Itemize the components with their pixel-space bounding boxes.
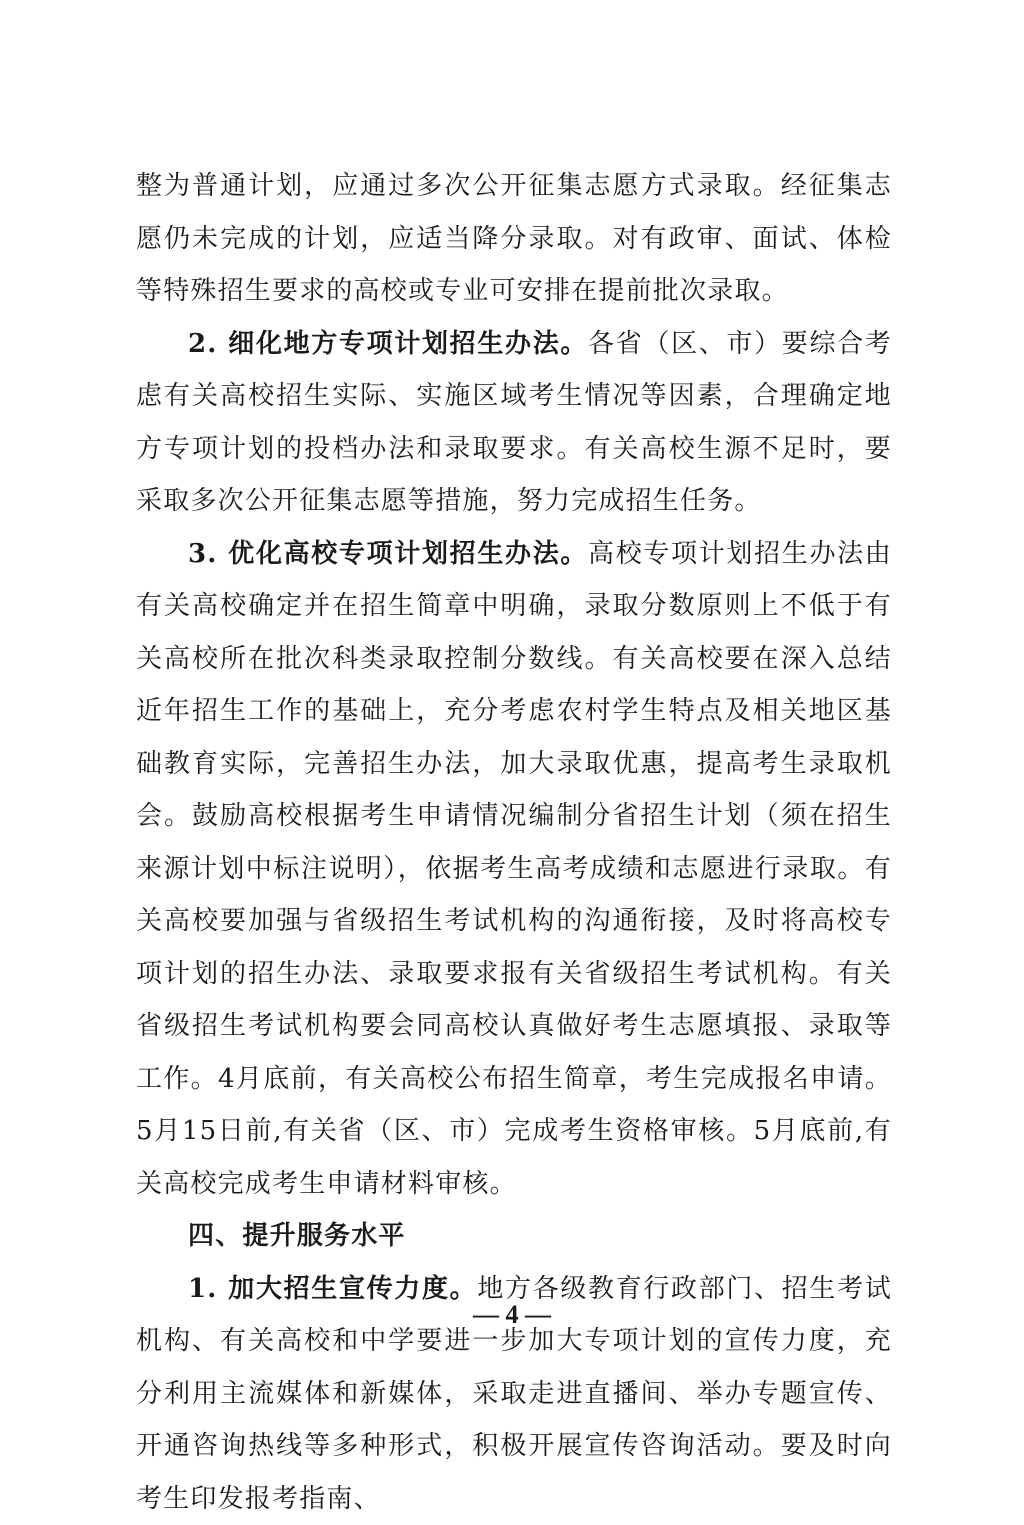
paragraph-local-special-plan <box>136 318 892 528</box>
section-heading: 四、提升服务水平 <box>136 1210 892 1263</box>
paragraph-lead: 2. 细化地方专项计划招生办法。 <box>188 329 588 359</box>
paragraph-text: 整为普通计划，应通过多次公开征集志愿方式录取。经征集志愿仍未完成的计划，应适当降分录取。对有政审、面试、体检等特殊招生要求的高校或专业可安排在提前批次录取。 <box>136 171 892 306</box>
paragraph-text: 高校专项计划招生办法由有关高校确定并在招生简章中明确，录取分数原则上不低于有关高校所在批次科类录取控制分数线。有关高校要在深入总结近年招生工作的基础上，充分考虑农村学生特点及相关地区基础教育实际，完善招生办法，加大录取优惠，提高考生录取机会。鼓励高校根据考生申请情况编制分省招生计划（须在招生来源计划中标注说明），依据考生高考成绩和志愿进行录取。有关高校要加强与省级招生考试机构的沟通衔接，及时将高校专项计划的招生办法、录取要求报有关省级招生考试机构。有关省级招生考试机构要会同高校认真做好考生志愿填报、录取等工作。4月底前，有关高校公布招生简章，考生完成报名申请。5月15日前,有关省（区、市）完成考生资格审核。5月底前,有关高校完成考生申请材料审核。 <box>136 539 892 1199</box>
page-number: — 4 — <box>0 1300 1024 1330</box>
paragraph-lead: 1. 加大招生宣传力度。 <box>188 1274 477 1304</box>
paragraph-lead: 3. 优化高校专项计划招生办法。 <box>188 539 588 569</box>
paragraph-text: 地方各级教育行政部门、招生考试机构、有关高校和中学要进一步加大专项计划的宣传力度，充分利用主流媒体和新媒体，采取走进直播间、举办专题宣传、开通咨询热线等多种形式，积极开展宣传咨询活动。要及时向考生印发报考指南、 <box>136 1274 892 1514</box>
paragraph-text: 各省（区、市）要综合考虑有关高校招生实际、实施区域考生情况等因素，合理确定地方专项计划的投档办法和录取要求。有关高校生源不足时，要采取多次公开征集志愿等措施，努力完成招生任务。 <box>136 329 892 517</box>
paragraph-university-special-plan <box>136 528 892 1211</box>
paragraph-continued <box>136 160 892 318</box>
